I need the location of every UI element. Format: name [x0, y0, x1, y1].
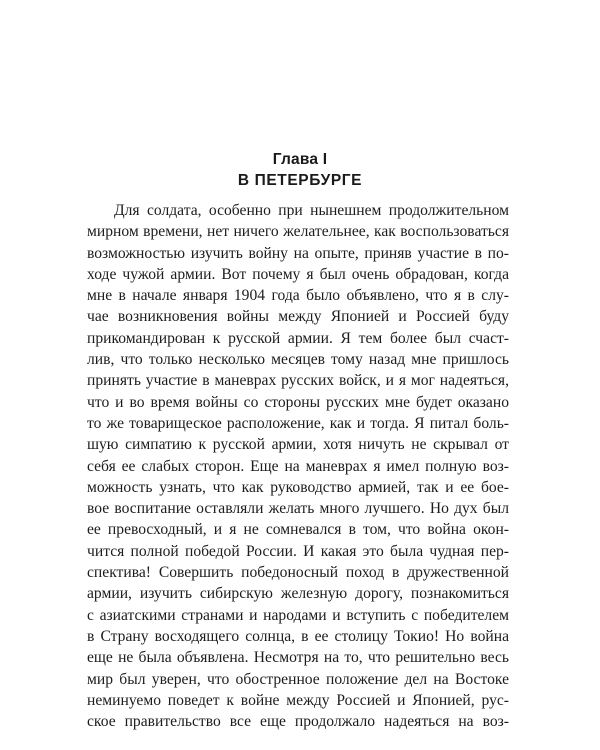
text-line: мирном времени, нет ничего желательнее, как воспользоваться	[87, 223, 509, 241]
text-line: чае возникновения войны между Японией и Россией буду	[87, 308, 509, 326]
text-line: ее превосходный, и я не сомневался в том, что война окон-	[87, 521, 509, 539]
text-line: чится полной победой России. И какая это была чудная пер-	[87, 542, 509, 560]
text-line: себя ее слабых сторон. Еще на маневрах я имел полную воз-	[87, 457, 509, 475]
text-line: Для солдата, особенно при нынешнем продолжительном	[114, 202, 509, 219]
text-line: то же товарищеское расположение, как и тогда. Я питал боль-	[87, 414, 509, 432]
text-line: лив, что только несколько месяцев тому назад мне пришлось	[87, 351, 509, 369]
text-line: в Страну восходящего солнца, в ее столицу Токио! Но война	[87, 627, 509, 645]
text-line: армии, изучить сибирскую железную дорогу, познакомиться	[87, 585, 509, 603]
chapter-title: В ПЕТЕРБУРГЕ	[237, 172, 363, 189]
text-line: неминуемо поведет к войне между Россией и Японией, рус-	[87, 691, 509, 709]
text-line: ходе чужой армии. Вот почему я был очень обрадован, когда	[87, 265, 509, 283]
text-line: мир был уверен, что обостренное положение дел на Востоке	[87, 670, 509, 688]
text-line: спектива! Совершить победоносный поход в дружественной	[87, 564, 509, 582]
text-line: мне в начале января 1904 года было объявлено, что я в слу-	[87, 287, 509, 305]
text-line: ское правительство все еще продолжало надеяться на воз-	[87, 713, 509, 731]
text-line: шую симпатию к русской армии, хотя ничуть не скрывал от	[87, 436, 509, 454]
text-line: принять участие в маневрах русских войск, и я мог надеяться,	[87, 372, 509, 390]
text-line: еще не была объявлена. Несмотря на то, что решительно весь	[87, 649, 509, 667]
chapter-body-text	[87, 200, 509, 732]
text-line: что и во время войны со стороны русских мне будет оказано	[87, 393, 509, 411]
text-line: можность узнать, что как руководство армией, так и ее бое-	[87, 478, 509, 496]
text-line: возможностью изучить войну на опыте, приняв участие в по-	[87, 244, 509, 262]
chapter-number: Глава I	[272, 151, 328, 168]
text-line: прикомандирован к русской армии. Я тем более был счаст-	[87, 329, 509, 347]
text-line: вое воспитание оставляли желать много лучшего. Но дух был	[87, 500, 509, 518]
text-line: с азиатскими странами и народами и вступить с победителем	[87, 606, 509, 624]
